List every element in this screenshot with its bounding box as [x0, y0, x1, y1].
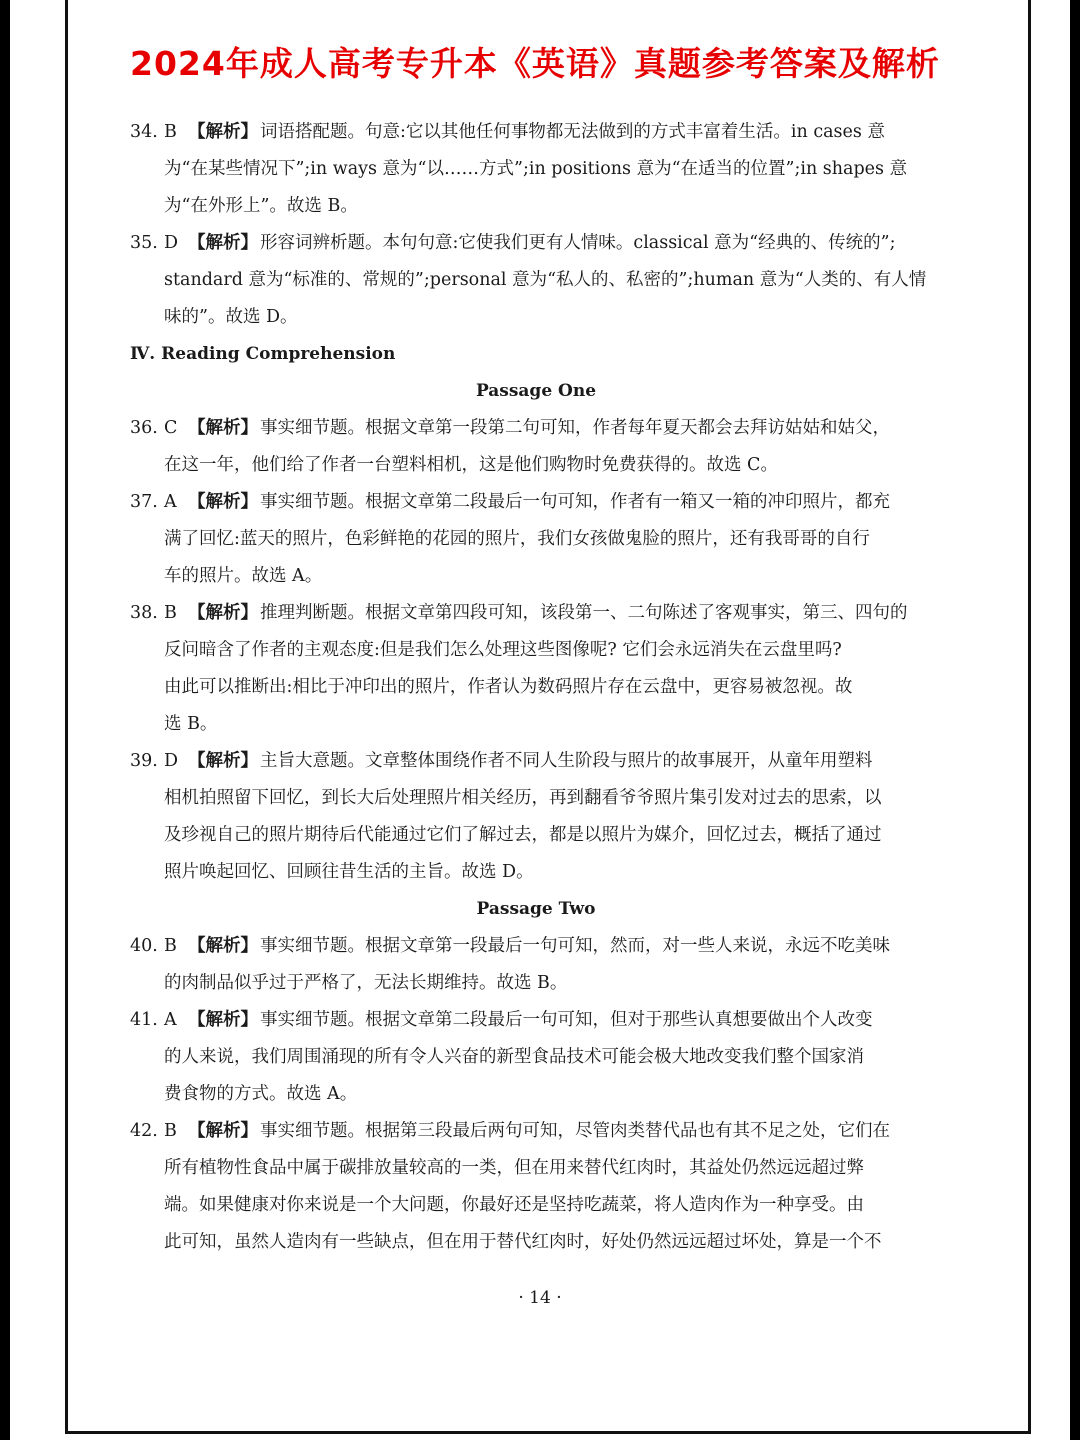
answer-letter: A — [164, 1010, 177, 1030]
explanation-text: 主旨大意题。文章整体围绕作者不同人生阶段与照片的故事展开，从童年用塑料 — [260, 751, 873, 771]
explanation-text: 由此可以推断出:相比于冲印出的照片，作者认为数码照片存在云盘中，更容易被忽视。故 — [164, 677, 853, 697]
explanation-line — [130, 521, 942, 558]
explanation-line — [130, 299, 942, 336]
answer-letter: B — [164, 122, 177, 142]
explanation-text: 词语搭配题。句意:它以其他任何事物都无法做到的方式丰富着生活。in cases 意 — [260, 122, 885, 142]
answer-item-34 — [130, 114, 942, 225]
explanation-line — [130, 410, 942, 447]
explanation-line — [130, 1039, 942, 1076]
analysis-tag: 【解析】 — [188, 492, 258, 512]
analysis-tag: 【解析】 — [188, 751, 258, 771]
explanation-text: 此可知，虽然人造肉有一些缺点，但在用于替代红肉时，好处仍然远远超过坏处，算是一个不 — [164, 1232, 882, 1252]
explanation-line — [130, 558, 942, 595]
analysis-tag: 【解析】 — [188, 603, 258, 623]
section-heading: Ⅳ. Reading Comprehension — [130, 344, 396, 364]
answer-item-36 — [130, 410, 942, 484]
explanation-text: 相机拍照留下回忆，到长大后处理照片相关经历，再到翻看爷爷照片集引发对过去的思索，以 — [164, 788, 882, 808]
explanation-line — [130, 780, 942, 817]
answer-letter: B — [164, 603, 177, 623]
explanation-text: 的肉制品似乎过于严格了，无法长期维持。故选 B。 — [164, 973, 568, 993]
explanation-text: 车的照片。故选 A。 — [164, 566, 323, 586]
explanation-text: 在这一年，他们给了作者一台塑料相机，这是他们购物时免费获得的。故选 C。 — [164, 455, 778, 475]
question-number: 34. — [130, 122, 158, 142]
answer-item-39 — [130, 743, 942, 891]
explanation-text: 选 B。 — [164, 714, 218, 734]
explanation-text: 费食物的方式。故选 A。 — [164, 1084, 358, 1104]
explanation-line — [130, 484, 942, 521]
question-number: 41. — [130, 1010, 158, 1030]
explanation-text: 照片唤起回忆、回顾往昔生活的主旨。故选 D。 — [164, 862, 534, 882]
answer-item-35 — [130, 225, 942, 336]
question-number: 42. — [130, 1121, 158, 1141]
explanation-line — [130, 151, 942, 188]
answer-letter: A — [164, 492, 177, 512]
explanation-line — [130, 743, 942, 780]
explanation-text: 事实细节题。根据文章第一段最后一句可知，然而，对一些人来说，永远不吃美味 — [260, 936, 890, 956]
question-number: 36. — [130, 418, 158, 438]
explanation-text: 事实细节题。根据文章第二段最后一句可知，作者有一箱又一箱的冲印照片，都充 — [260, 492, 890, 512]
analysis-tag: 【解析】 — [188, 122, 258, 142]
answer-item-41 — [130, 1002, 942, 1113]
question-number: 38. — [130, 603, 158, 623]
analysis-tag: 【解析】 — [188, 1121, 258, 1141]
explanation-line — [130, 225, 942, 262]
explanation-line — [130, 1076, 942, 1113]
explanation-text: 事实细节题。根据文章第一段第二句可知，作者每年夏天都会去拜访姑姑和姑父， — [260, 418, 890, 438]
answer-letter: B — [164, 1121, 177, 1141]
explanation-line — [130, 595, 942, 632]
explanation-text: 及珍视自己的照片期待后代能通过它们了解过去，都是以照片为媒介，回忆过去，概括了通过 — [164, 825, 882, 845]
answer-letter: C — [164, 418, 178, 438]
explanation-text: 形容词辨析题。本句句意:它使我们更有人情味。classical 意为“经典的、传统的”; — [260, 233, 896, 253]
page-title: 2024年成人高考专升本《英语》真题参考答案及解析 — [130, 44, 940, 83]
answer-item-40 — [130, 928, 942, 1002]
explanation-text: standard 意为“标准的、常规的”;personal 意为“私人的、私密的”;human 意为“人类的、有人情 — [164, 270, 927, 290]
explanation-text: 满了回忆:蓝天的照片，色彩鲜艳的花园的照片，我们女孩做鬼脸的照片，还有我哥哥的自行 — [164, 529, 870, 549]
explanation-line — [130, 447, 942, 484]
answer-letter: B — [164, 936, 177, 956]
explanation-text: 反问暗含了作者的主观态度:但是我们怎么处理这些图像呢? 它们会永远消失在云盘里吗? — [164, 640, 842, 660]
explanation-text: 所有植物性食品中属于碳排放量较高的一类，但在用来替代红肉时，其益处仍然远远超过弊 — [164, 1158, 864, 1178]
explanation-line — [130, 706, 942, 743]
question-number: 39. — [130, 751, 158, 771]
explanation-line — [130, 114, 942, 151]
analysis-tag: 【解析】 — [188, 418, 258, 438]
answer-content — [130, 114, 942, 1261]
answer-letter: D — [164, 233, 179, 253]
passage-heading-one: Passage One — [475, 381, 597, 401]
question-number: 40. — [130, 936, 158, 956]
explanation-text: 事实细节题。根据第三段最后两句可知，尽管肉类替代品也有其不足之处，它们在 — [260, 1121, 890, 1141]
explanation-line — [130, 1150, 942, 1187]
explanation-line — [130, 1224, 942, 1261]
answer-item-42 — [130, 1113, 942, 1261]
analysis-tag: 【解析】 — [188, 1010, 258, 1030]
question-number: 37. — [130, 492, 158, 512]
explanation-text: 的人来说，我们周围涌现的所有令人兴奋的新型食品技术可能会极大地改变我们整个国家消 — [164, 1047, 864, 1067]
explanation-line — [130, 188, 942, 225]
answer-item-37 — [130, 484, 942, 595]
explanation-line — [130, 262, 942, 299]
explanation-text: 为“在外形上”。故选 B。 — [164, 196, 358, 216]
analysis-tag: 【解析】 — [188, 936, 258, 956]
passage-heading-two: Passage Two — [476, 899, 596, 919]
answer-item-38 — [130, 595, 942, 743]
explanation-line — [130, 854, 942, 891]
explanation-line — [130, 965, 942, 1002]
answer-letter: D — [164, 751, 179, 771]
analysis-tag: 【解析】 — [188, 233, 258, 253]
question-number: 35. — [130, 233, 158, 253]
page-number: · 14 · — [518, 1288, 562, 1308]
explanation-text: 端。如果健康对你来说是一个大问题，你最好还是坚持吃蔬菜，将人造肉作为一种享受。由 — [164, 1195, 864, 1215]
explanation-text: 味的”。故选 D。 — [164, 307, 298, 327]
explanation-text: 为“在某些情况下”;in ways 意为“以……方式”;in positions 意为“在适当的位置”;in shapes 意 — [164, 159, 908, 179]
explanation-line — [130, 817, 942, 854]
explanation-line — [130, 1113, 942, 1150]
explanation-line — [130, 928, 942, 965]
explanation-line — [130, 632, 942, 669]
explanation-line — [130, 1002, 942, 1039]
explanation-text: 事实细节题。根据文章第二段最后一句可知，但对于那些认真想要做出个人改变 — [260, 1010, 873, 1030]
explanation-line — [130, 669, 942, 706]
explanation-line — [130, 1187, 942, 1224]
explanation-text: 推理判断题。根据文章第四段可知，该段第一、二句陈述了客观事实，第三、四句的 — [260, 603, 908, 623]
